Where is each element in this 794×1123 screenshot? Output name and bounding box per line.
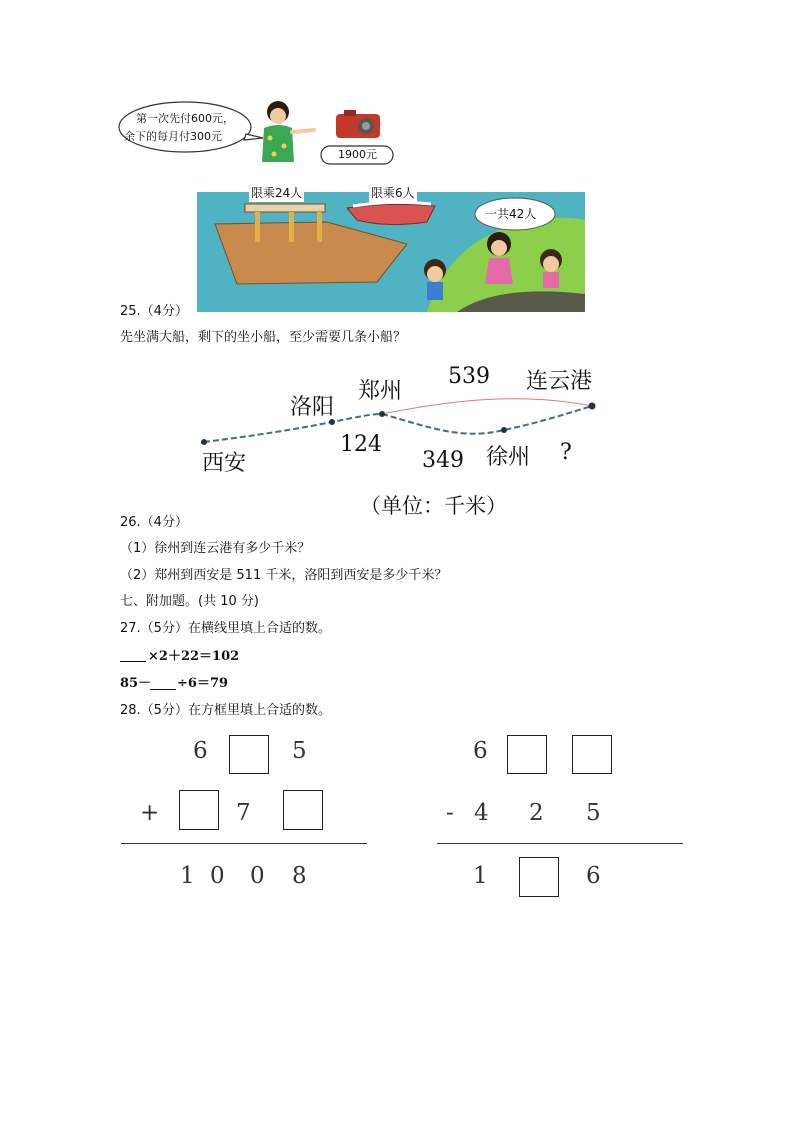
q27-blank-2[interactable]	[150, 689, 176, 690]
q26-part2: （2）郑州到西安是 511 千米，洛阳到西安是多少千米？	[120, 568, 448, 583]
sub-middle-digit-1: 4	[474, 800, 489, 826]
add-top-box[interactable]	[229, 735, 269, 774]
woman-figure	[262, 101, 314, 162]
boats-scene	[197, 184, 585, 312]
small-boat	[347, 202, 435, 224]
city-lianyungang: 连云港	[526, 369, 593, 394]
sub-result-box[interactable]	[519, 857, 559, 897]
add-middle-digit: 7	[236, 800, 251, 826]
boats-speech-bubble: 一共42人	[485, 207, 537, 221]
distance-349: 349	[422, 448, 464, 473]
small-boat-label: 限乘6人	[371, 186, 415, 200]
add-top-digit-2: 5	[292, 738, 307, 764]
city-xuzhou: 徐州	[486, 445, 531, 470]
sub-result-2: 6	[586, 863, 601, 889]
sub-operator: -	[446, 800, 454, 826]
q27-line2-suffix: ÷6＝79	[177, 676, 229, 691]
q27-header: 27.（5分）在横线里填上合适的数。	[120, 621, 331, 636]
speech-bubble-line1: 第一次先付600元，	[136, 112, 234, 125]
sub-difference-line	[437, 843, 683, 844]
city-luoyang: 洛阳	[290, 395, 335, 420]
camera-illustration	[118, 100, 398, 170]
add-middle-box-2[interactable]	[283, 790, 323, 830]
map-unit: （单位：千米）	[360, 494, 507, 518]
distance-unknown: ?	[560, 440, 572, 465]
sub-result-1: 1	[473, 863, 488, 889]
route-map	[192, 356, 604, 524]
distance-124: 124	[340, 432, 382, 457]
q25-header: 25.（4分）	[120, 304, 188, 319]
speech-bubble-line2: 余下的每月付300元	[124, 130, 222, 143]
q28-header: 28.（5分）在方框里填上合适的数。	[120, 703, 331, 718]
sub-middle-digit-3: 5	[586, 800, 601, 826]
add-result-4: 8	[292, 863, 307, 889]
add-middle-box-1[interactable]	[179, 790, 219, 830]
sub-top-digit: 6	[473, 738, 488, 764]
q26-part1: （1）徐州到连云港有多少千米？	[120, 541, 311, 556]
q25-text: 先坐满大船，剩下的坐小船，至少需要几条小船？	[120, 330, 407, 345]
add-result-1: 1	[180, 863, 195, 889]
distance-539: 539	[448, 364, 490, 389]
section7-title: 七、附加题。(共 10 分)	[120, 594, 259, 609]
sub-top-box-2[interactable]	[572, 735, 612, 774]
sub-middle-digit-2: 2	[529, 800, 544, 826]
price-tag: 1900元	[338, 148, 377, 161]
q27-line2-prefix: 85－	[120, 676, 152, 691]
q27-blank-1[interactable]	[120, 661, 146, 662]
add-top-digit-1: 6	[193, 738, 208, 764]
sub-top-box-1[interactable]	[507, 735, 547, 774]
camera-icon	[336, 110, 380, 138]
add-result-2: 0	[210, 863, 225, 889]
boats-illustration	[197, 184, 585, 312]
q26-header: 26.（4分）	[120, 515, 188, 530]
city-xian: 西安	[202, 451, 247, 476]
add-result-3: 0	[250, 863, 265, 889]
city-zhengzhou: 郑州	[358, 379, 403, 404]
add-sum-line	[121, 843, 367, 844]
big-boat-label: 限乘24人	[251, 186, 303, 200]
q27-line1: ×2＋22＝102	[148, 649, 240, 664]
add-operator: +	[140, 800, 160, 826]
